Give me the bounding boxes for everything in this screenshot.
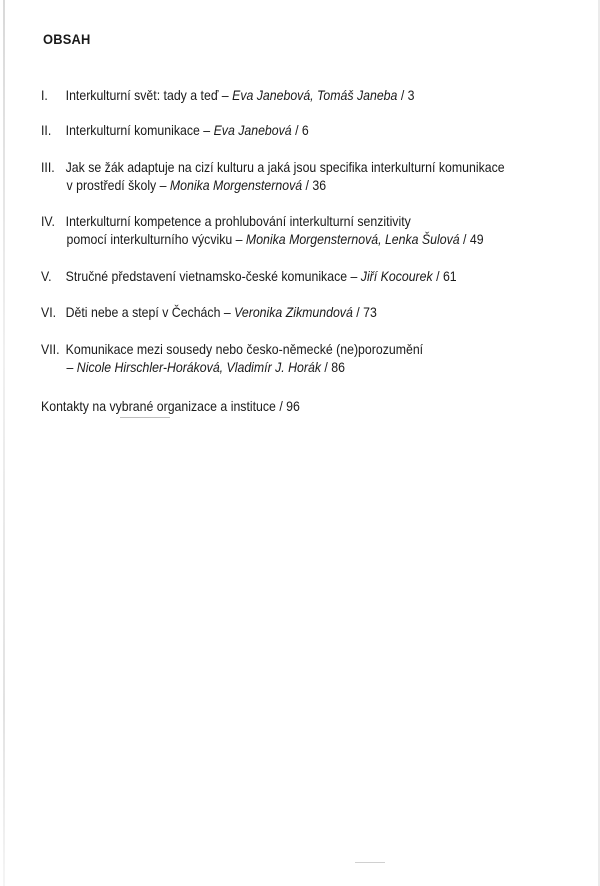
entry-author: Jiří Kocourek	[360, 268, 433, 284]
page-title: OBSAH	[43, 31, 91, 47]
entry-title: Interkulturní komunikace –	[65, 122, 214, 138]
entry-title: Interkulturní svět: tady a teď –	[65, 87, 233, 103]
entry-author: Nicole Hirschler-Horáková, Vladimír J. Horák	[76, 359, 321, 375]
toc-entry-5	[41, 267, 457, 285]
entry-author: Eva Janebová, Tomáš Janeba	[232, 87, 398, 103]
entry-number: I.	[41, 87, 48, 103]
entry-title-cont: –	[66, 359, 77, 375]
entry-author: Monika Morgensternová	[169, 177, 303, 193]
toc-contacts: Kontakty na vybrané organizace a instituce / 96	[41, 398, 300, 414]
entry-number: VI.	[41, 304, 57, 320]
toc-entry-7	[41, 340, 423, 376]
entry-title: Interkulturní kompetence a prohlubování interkulturní senzitivity	[65, 213, 411, 229]
entry-page: / 6	[291, 122, 309, 138]
scan-mark	[120, 417, 170, 418]
entry-number: II.	[41, 122, 52, 138]
entry-author: Monika Morgensternová, Lenka Šulová	[245, 231, 460, 247]
entry-number: IV.	[41, 213, 55, 229]
entry-author: Veronika Zikmundová	[234, 304, 353, 320]
entry-page: / 36	[302, 177, 327, 193]
toc-entry-1	[41, 86, 415, 104]
scan-mark	[355, 862, 385, 863]
entry-page: / 61	[432, 268, 457, 284]
entry-title-cont: v prostředí školy –	[66, 177, 170, 193]
entry-page: / 3	[397, 87, 415, 103]
entry-number: V.	[41, 268, 52, 284]
entry-page: / 49	[459, 231, 484, 247]
entry-number: III.	[41, 159, 55, 175]
entry-title-cont: pomocí interkulturního výcviku –	[66, 231, 246, 247]
entry-title: Stručné představení vietnamsko-české komunikace –	[65, 268, 361, 284]
page-edge-left	[3, 0, 5, 886]
entry-page: / 86	[320, 359, 345, 375]
toc-entry-2	[41, 121, 309, 139]
entry-title: Děti nebe a stepí v Čechách –	[65, 304, 235, 320]
toc-entry-6	[41, 303, 377, 321]
entry-title: Komunikace mezi sousedy nebo česko-německé (ne)porozumění	[65, 341, 424, 357]
entry-number: VII.	[41, 341, 60, 357]
toc-entry-4	[41, 212, 484, 248]
entry-author: Eva Janebová	[213, 122, 292, 138]
toc-entry-3	[41, 158, 505, 194]
entry-page: / 73	[352, 304, 377, 320]
entry-title: Jak se žák adaptuje na cizí kulturu a jaká jsou specifika interkulturní komunikace	[65, 159, 505, 175]
